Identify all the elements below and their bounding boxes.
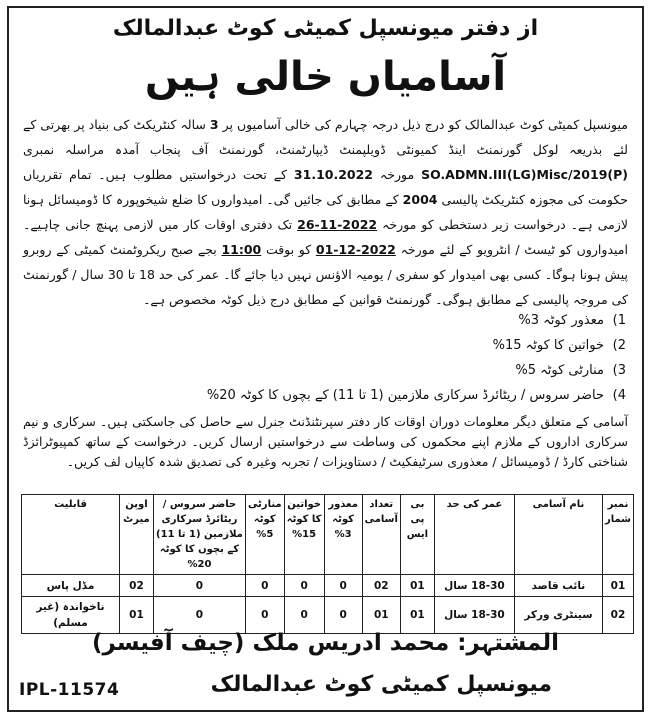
th-qualification: قابلیت: [22, 495, 120, 575]
policy-year: 2004: [402, 192, 438, 207]
notes-paragraph: آسامی کے متعلق دیگر معلومات دوران اوقات کار دفتر سپرنٹنڈنٹ جنرل سے حاصل کی جاسکتی ہیں۔ سرکاری و نیم سرکاری اداروں کے ملازم اپنے محکموں کی وساطت سے درخواستیں ارسال کریں۔ درخواست کے ساتھ کمپیوٹرائزڈ شناختی کارڈ / ڈومیسائل / معذوری سرٹیفکیٹ / دستاویزات / تجربہ وغیرہ کی تصدیق شدہ کاپیاں لف کریں۔: [23, 414, 628, 469]
quota-item: 3)منارٹی کوٹہ 5%: [515, 363, 626, 378]
th-count: تعداد آسامی: [362, 495, 400, 575]
intro-text-4: کے تحت درخواستیں مطلوب ہیں۔ تمام تقرریاں حکومت کی مجوزہ کنٹریکٹ پالیسی: [23, 167, 628, 207]
interview-date: 01-12-2022: [315, 242, 396, 257]
interview-time: 11:00: [221, 242, 262, 257]
th-bps: بی پی ایس: [400, 495, 434, 575]
table-row: 01 نائب قاصد 18-30 سال 01 02 0 0 0 0 02 مڈل پاس: [22, 575, 634, 597]
intro-text-2: سالہ کنٹریکٹ کی بنیاد پر بھرتی کے لئے بذریعہ لوکل گورنمنٹ اینڈ کمیونٹی ڈویلپمنٹ ڈیپارٹمنٹ، گورنمنٹ آف پنجاب آمدہ مراسلہ نمبری: [23, 117, 628, 157]
letter-reference: SO.ADMN.III(LG)Misc/2019(P): [421, 167, 628, 182]
advertiser-signature: المشتہر: محمد ادریس ملک (چیف آفیسر): [92, 630, 559, 656]
intro-text-5: کے مطابق کی جائیں گی۔ امیدواروں کا ضلع شیخوپورہ کا ڈومیسائل ہونا لازمی ہے۔ درخواست زیر دستخطی کو مورخہ: [23, 192, 628, 232]
intro-paragraph: [23, 112, 628, 312]
th-post: نام آسامی: [514, 495, 602, 575]
intro-text-6: تک دفتری اوقات کار میں لازمی پہنچ جانی چاہیے۔ امیدواروں کو ٹیسٹ / انٹرویو کے لئے مورخہ: [23, 217, 628, 257]
last-date: 26-11-2022: [297, 217, 378, 232]
th-women: خواتین کا کوٹہ 15%: [284, 495, 324, 575]
th-minority: منارٹی کوٹہ 5%: [245, 495, 284, 575]
contract-years: 3: [209, 117, 219, 132]
table-row: 02 سینٹری ورکر 18-30 سال 01 01 0 0 0 0 01 ناخواندہ (غیر مسلم): [22, 597, 634, 634]
intro-text-1: میونسپل کمیٹی کوٹ عبدالمالک کو درج ذیل درجہ چہارم کی خالی آسامیوں پر: [222, 117, 628, 132]
th-employee-children: حاضر سروس / ریٹائرڈ سرکاری ملازمین (1 تا 11) کے بچوں کا کوٹہ 20%: [153, 495, 245, 575]
vacancy-table: [21, 494, 634, 634]
footer-office-name: میونسپل کمیٹی کوٹ عبدالمالک: [210, 672, 552, 697]
advertisement-page: [7, 6, 644, 712]
th-disabled: معذور کوٹہ 3%: [324, 495, 362, 575]
ipl-number: IPL-11574: [19, 680, 120, 700]
quota-item: 4)حاضر سروس / ریٹائرڈ سرکاری ملازمین (1 تا 11) کے بچوں کا کوٹہ 20%: [206, 388, 626, 403]
office-name: از دفتر میونسپل کمیٹی کوٹ عبدالمالک: [112, 16, 539, 41]
quota-list: [207, 308, 626, 408]
intro-text-7: کو بوقت: [265, 242, 312, 257]
quota-item: 2)خواتین کا کوٹہ 15%: [492, 338, 626, 353]
intro-text-3: مورخہ: [379, 167, 415, 182]
page-title: آسامیاں خالی ہیں: [144, 54, 507, 100]
th-age: عمر کی حد: [434, 495, 514, 575]
th-open-merit: اوپن میرٹ: [119, 495, 153, 575]
th-serial: نمبر شمار: [602, 495, 633, 575]
letter-date: 31.10.2022: [293, 167, 373, 182]
intro-text-8: بجے صبح ریکروٹمنٹ کمیٹی کے روبرو پیش ہونا ہوگا۔ کسی بھی امیدوار کو سفری / یومیہ الاؤنس نہیں دیا جائے گا۔ عمر کی حد 18 تا 30 سال / گورنمنٹ کی مروجہ پالیسی کے مطابق ہوگی۔ گورنمنٹ قوانین کے مطابق درج ذیل کوٹہ مخصوص ہے۔: [23, 242, 628, 307]
quota-item: 1)معذور کوٹہ 3%: [518, 313, 626, 328]
table-header-row: [22, 495, 634, 575]
